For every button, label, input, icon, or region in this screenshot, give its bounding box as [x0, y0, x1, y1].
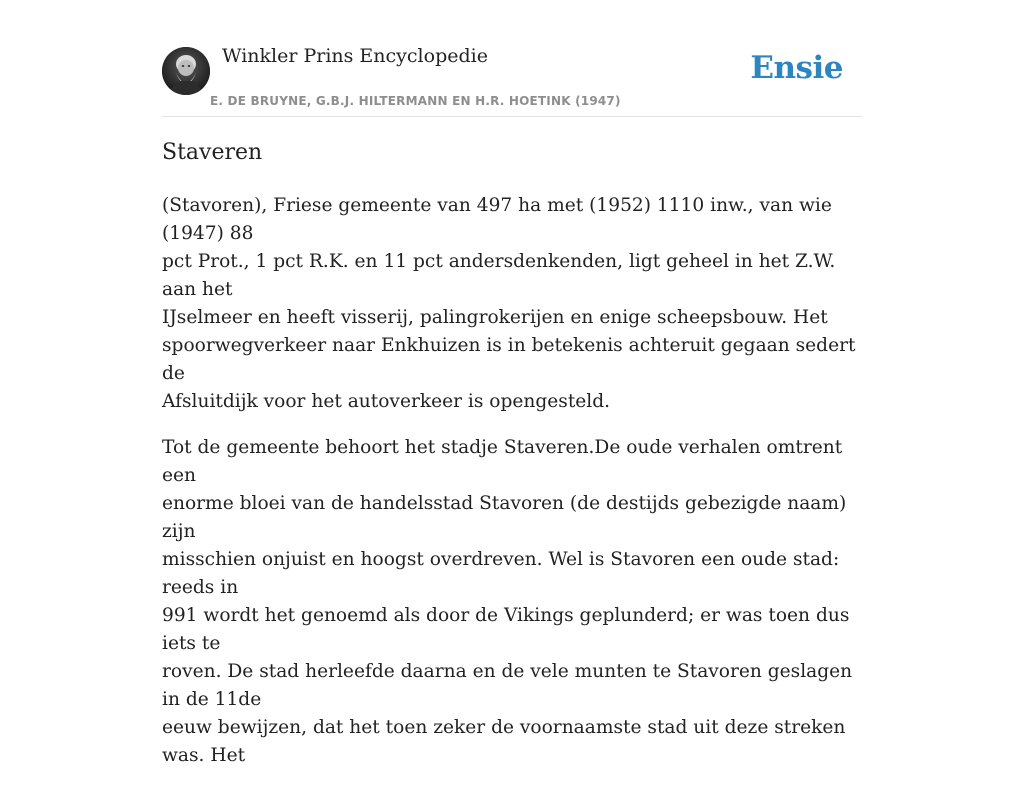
text-line: pct Prot., 1 pct R.K. en 11 pct andersdenkenden, ligt geheel in het Z.W. aan het	[162, 251, 836, 300]
text-line: eeuw bewijzen, dat het toen zeker de voornaamste stad uit deze streken was. Het	[162, 717, 846, 766]
brand-logo[interactable]: Ensie	[750, 50, 843, 86]
text-line: enorme bloei van de handelsstad Stavoren (de destijds gebezigde naam) zijn	[162, 493, 847, 542]
article-title: Staveren	[162, 140, 263, 165]
text-line: IJselmeer en heeft visserij, palingrokerijen en enige scheepsbouw. Het	[162, 307, 828, 328]
article-paragraph	[162, 192, 862, 416]
text-line: (Stavoren), Friese gemeente van 497 ha met (1952) 1110 inw., van wie (1947) 88	[162, 195, 832, 244]
page	[162, 0, 862, 766]
text-line: Afsluitdijk voor het autoverkeer is opengesteld.	[162, 391, 611, 412]
text-line: misschien onjuist en hoogst overdreven. Wel is Stavoren een oude stad: reeds in	[162, 549, 840, 598]
text-line: roven. De stad herleefde daarna en de vele munten te Stavoren geslagen in de 11de	[162, 661, 853, 710]
site-title[interactable]: Winkler Prins Encyclopedie	[222, 45, 488, 67]
author-portrait-icon[interactable]	[162, 47, 210, 95]
article-body	[162, 192, 862, 788]
text-line: 991 wordt het genoemd als door de Vikings geplunderd; er was toen dus iets te	[162, 605, 850, 654]
site-header	[162, 0, 862, 117]
text-line: Tot de gemeente behoort het stadje Staveren.De oude verhalen omtrent een	[162, 437, 843, 486]
authors-credit: E. DE BRUYNE, G.B.J. HILTERMANN EN H.R. HOETINK (1947)	[210, 94, 621, 108]
text-line: spoorwegverkeer naar Enkhuizen is in betekenis achteruit gegaan sedert de	[162, 335, 856, 384]
article-paragraph	[162, 434, 862, 770]
